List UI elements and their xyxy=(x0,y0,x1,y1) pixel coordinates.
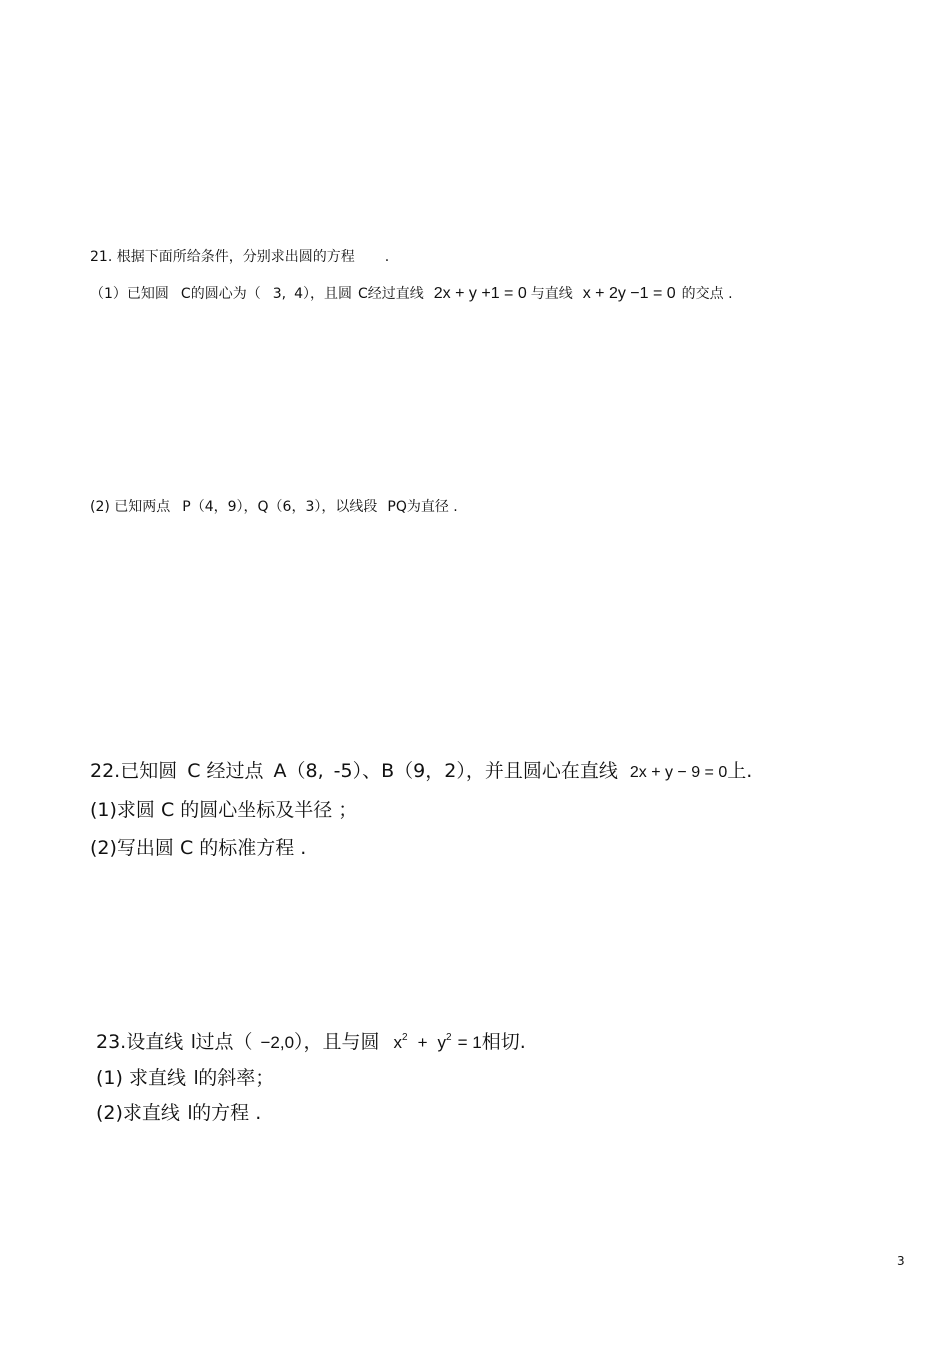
q23-text-f: 相切. xyxy=(481,1031,526,1053)
q23-part2-text-c: 的方程 . xyxy=(192,1102,262,1124)
q23-line-symbol: l xyxy=(191,1032,196,1053)
q22-line1 xyxy=(90,762,752,781)
q23-part2-line-symbol: l xyxy=(187,1103,193,1124)
q23-eq-rhs: = 1 xyxy=(457,1033,482,1052)
q21-part2 xyxy=(90,500,458,514)
q22-text-c: A（8, xyxy=(273,760,324,782)
q21-title-end: . xyxy=(384,249,390,265)
q23-part1-line-symbol: l xyxy=(193,1068,199,1089)
q21-part1-text-f: 与直线 xyxy=(530,286,573,302)
q23-text-e: ），且与圆 xyxy=(294,1031,380,1053)
q23-eq-y: y xyxy=(437,1033,447,1052)
q23-point: −2,0 xyxy=(260,1033,295,1052)
q23-text-a: 23.设直线 xyxy=(96,1031,184,1053)
q21-part2-text-b: P（4，9），Q（6，3），以线段 xyxy=(182,499,378,515)
q23-line1 xyxy=(96,1033,526,1052)
q21-part1-text-c: 3, xyxy=(272,286,287,302)
q22-part1 xyxy=(90,801,357,820)
q23-part1-text-a: (1) 求直线 xyxy=(96,1067,186,1089)
q23-eq-x: x xyxy=(393,1033,403,1052)
q22-text-e: 上. xyxy=(727,760,753,782)
q23-part2 xyxy=(96,1104,261,1123)
q23-part1-text-c: 的斜率； xyxy=(198,1067,275,1089)
q21-part1-text-g: 的交点 . xyxy=(681,286,733,302)
q22-text-a: 22.已知圆 xyxy=(90,760,178,782)
q21-equation-1: 2x + y +1 = 0 xyxy=(433,285,527,302)
q23-part2-text-a: (2)求直线 xyxy=(96,1102,180,1124)
q21-equation-2: x + 2y −1 = 0 xyxy=(582,285,676,302)
q22-text-b: C 经过点 xyxy=(187,760,264,782)
q23-circle-equation xyxy=(394,1033,482,1052)
q21-part2-text-c: PQ为直径 . xyxy=(387,499,458,515)
q23-eq-exp2: 2 xyxy=(446,1032,452,1043)
q22-part1-text: (1)求圆 C 的圆心坐标及半径 ； xyxy=(90,799,358,821)
q22-part2-text: (2)写出圆 C 的标准方程 . xyxy=(90,837,307,859)
q21-part1 xyxy=(90,286,733,302)
q21-part1-text-b: C的圆心为（ xyxy=(180,286,261,302)
q23-text-c: 过点（ xyxy=(195,1031,253,1053)
page-number: 3 xyxy=(897,1254,905,1268)
q22-equation: 2x + y − 9 = 0 xyxy=(629,764,728,781)
q22-text-d: -5）、B（9，2），并且圆心在直线 xyxy=(333,760,618,782)
q21-title-text: 21. 根据下面所给条件，分别求出圆的方程 xyxy=(90,249,355,265)
q21-part1-text-a: （1）已知圆 xyxy=(90,286,169,302)
q23-part1 xyxy=(96,1069,274,1088)
q22-part2 xyxy=(90,839,306,858)
q21-part1-text-d: 4），且圆 xyxy=(294,286,352,302)
q21-part1-text-e: C经过直线 xyxy=(357,286,424,302)
q23-eq-exp1: 2 xyxy=(402,1032,408,1043)
q21-title xyxy=(90,250,389,264)
q23-eq-plus: + xyxy=(417,1033,428,1052)
q21-part2-text-a: (2) 已知两点 xyxy=(90,499,171,515)
